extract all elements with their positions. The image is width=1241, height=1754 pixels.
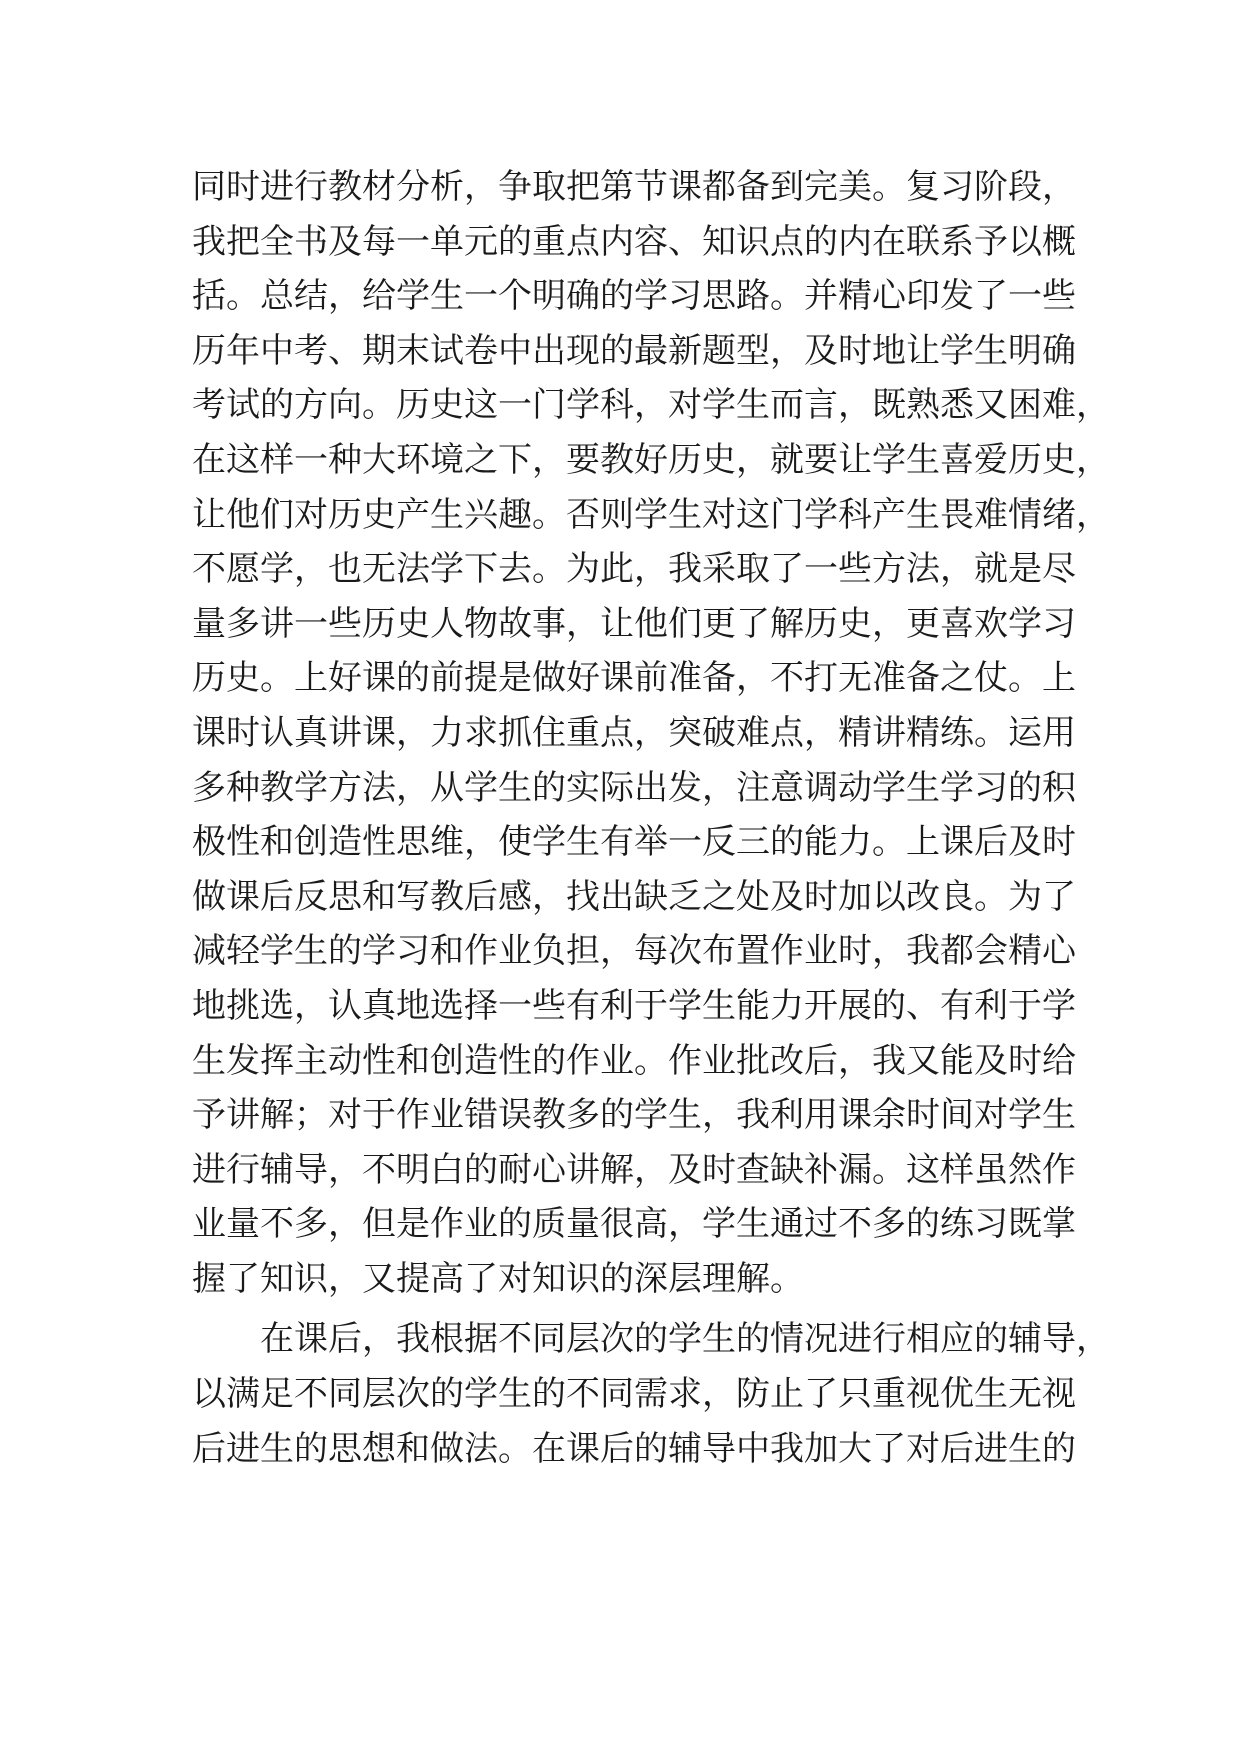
text-line: 课时认真讲课，力求抓住重点，突破难点，精讲精练。运用 xyxy=(192,712,1076,753)
text-line: 予讲解；对于作业错误教多的学生，我利用课余时间对学生 xyxy=(192,1095,1076,1136)
text-line: 括。总结，给学生一个明确的学习思路。并精心印发了一些 xyxy=(192,276,1076,317)
text-line: 不愿学，也无法学下去。为此，我采取了一些方法，就是尽 xyxy=(192,549,1076,590)
text-line: 生发挥主动性和创造性的作业。作业批改后，我又能及时给 xyxy=(192,1040,1076,1081)
text-line: 同时进行教材分析，争取把第节课都备到完美。复习阶段， xyxy=(192,167,1076,207)
text-line: 考试的方向。历史这一门学科，对学生而言，既熟悉又困难， xyxy=(192,385,1110,426)
text-line: 握了知识，又提高了对知识的深层理解。 xyxy=(192,1258,804,1299)
text-line: 在课后，我根据不同层次的学生的情况进行相应的辅导， xyxy=(260,1319,1110,1360)
text-line: 以满足不同层次的学生的不同需求，防止了只重视优生无视 xyxy=(192,1374,1076,1415)
text-line: 量多讲一些历史人物故事，让他们更了解历史，更喜欢学习 xyxy=(192,603,1076,644)
text-line: 历史。上好课的前提是做好课前准备，不打无准备之仗。上 xyxy=(192,658,1076,699)
text-line: 减轻学生的学习和作业负担，每次布置作业时，我都会精心 xyxy=(192,931,1076,972)
text-line: 地挑选，认真地选择一些有利于学生能力开展的、有利于学 xyxy=(192,985,1076,1026)
text-line: 在这样一种大环境之下，要教好历史，就要让学生喜爱历史， xyxy=(192,439,1110,480)
body-text xyxy=(192,160,1110,1476)
paragraph-1 xyxy=(192,160,1110,1306)
text-line: 让他们对历史产生兴趣。否则学生对这门学科产生畏难情绪， xyxy=(192,494,1110,535)
text-line: 多种教学方法，从学生的实际出发，注意调动学生学习的积 xyxy=(192,767,1076,808)
text-line: 做课后反思和写教后感，找出缺乏之处及时加以改良。为了 xyxy=(192,876,1076,917)
text-line: 极性和创造性思维，使学生有举一反三的能力。上课后及时 xyxy=(192,822,1076,863)
paragraph-2 xyxy=(192,1312,1110,1476)
text-line: 进行辅导，不明白的耐心讲解，及时查缺补漏。这样虽然作 xyxy=(192,1149,1076,1190)
text-line: 业量不多，但是作业的质量很高，学生通过不多的练习既掌 xyxy=(192,1204,1076,1245)
text-line: 历年中考、期末试卷中出现的最新题型，及时地让学生明确 xyxy=(192,330,1076,371)
text-line: 我把全书及每一单元的重点内容、知识点的内在联系予以概 xyxy=(192,221,1076,262)
text-line: 后进生的思想和做法。在课后的辅导中我加大了对后进生的 xyxy=(192,1428,1076,1469)
